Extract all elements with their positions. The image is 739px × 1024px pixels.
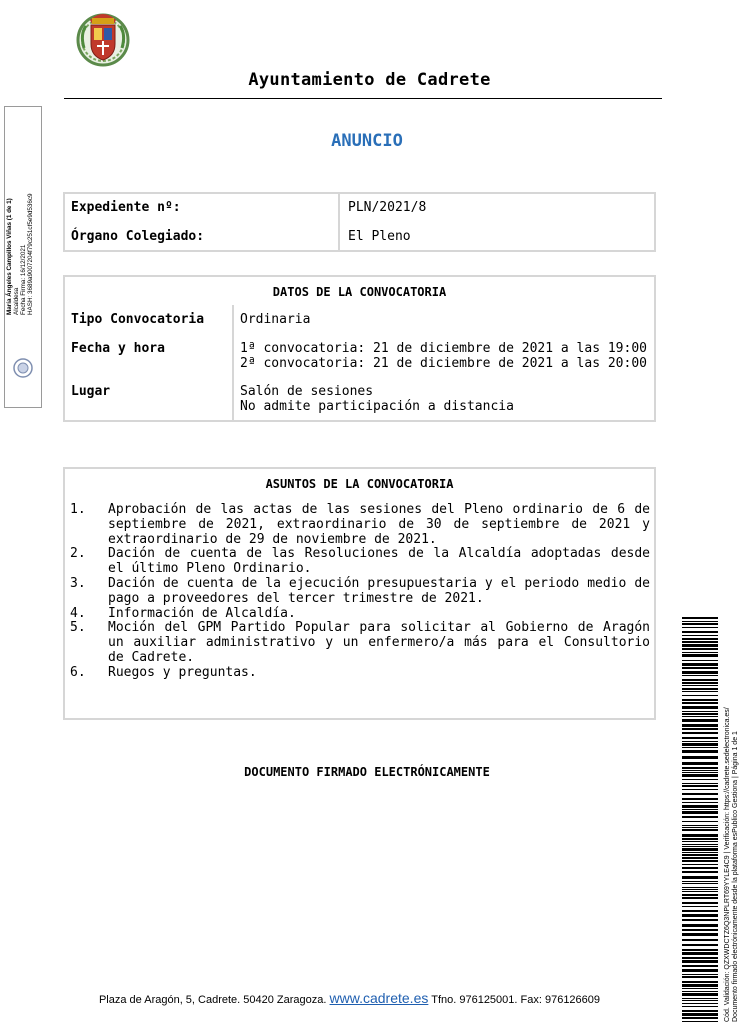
barcode-bar [682, 881, 718, 882]
barcode-bar [682, 894, 718, 896]
organo-value: El Pleno [348, 229, 411, 244]
barcode-bar [682, 706, 718, 709]
barcode-bar [682, 627, 718, 628]
lugar-remote-note: No admite participación a distancia [240, 399, 514, 414]
barcode-bar [682, 699, 718, 701]
barcode-bar [682, 691, 718, 692]
fecha-second-call: 2ª convocatoria: 21 de diciembre de 2021 a las 20:00 [240, 356, 647, 371]
barcode-bar [682, 1006, 718, 1007]
barcode-bar [682, 772, 718, 773]
barcode-bar [682, 816, 718, 818]
barcode-bar [682, 902, 718, 904]
barcode-bar [682, 852, 718, 853]
agenda-item-text: Dación de cuenta de las Resoluciones de la Alcaldía adoptadas desde el último Pleno Ordinario. [108, 546, 650, 577]
validation-code: Cód. Validación: QZXWDCTZ6Q3NPLRT69YYLE4C9 | Verificación: https://cadrete.sedelectronica.es/ [724, 707, 731, 1022]
barcode-bar [682, 750, 718, 753]
barcode-bar [682, 737, 718, 739]
organo-label: Órgano Colegiado: [71, 229, 205, 244]
barcode-bar [682, 834, 718, 837]
barcode-bar [682, 1010, 718, 1012]
barcode-bar [682, 789, 718, 790]
barcode-bar [682, 779, 718, 780]
header-title: Ayuntamiento de Cadrete [248, 70, 491, 90]
barcode-bar [682, 939, 718, 941]
coat-of-arms-logo [70, 4, 136, 70]
agenda-item-text: Moción del GPM Partido Popular para solicitar al Gobierno de Aragón un auxiliar administrativo y un enfermero/a más para el Consultorio de Cadrete. [108, 620, 650, 665]
seal-icon [12, 357, 34, 379]
agenda-list [70, 503, 650, 681]
barcode-bar [682, 638, 718, 640]
barcode-bar [682, 635, 718, 636]
barcode-bar [682, 844, 718, 845]
barcode-bar [682, 724, 718, 727]
expediente-label: Expediente nº: [71, 200, 181, 215]
barcode-bar [682, 719, 718, 722]
barcode-bar [682, 732, 718, 734]
barcode-bar [682, 984, 718, 987]
header-rule [64, 98, 662, 99]
barcode-bar [682, 671, 718, 674]
agenda-item-number: 3. [70, 575, 86, 591]
barcode-bar [682, 802, 718, 803]
barcode-bar [682, 841, 718, 842]
barcode-bar [682, 933, 718, 936]
barcode-bar [682, 743, 718, 746]
footer-address: Plaza de Aragón, 5, Cadrete. 50420 Zaragoza. [98, 994, 327, 1006]
datos-section-title: DATOS DE LA CONVOCATORIA [272, 285, 447, 299]
barcode-bar [682, 793, 718, 795]
agenda-item [70, 621, 650, 665]
agenda-item [70, 666, 650, 681]
barcode-bar [682, 762, 718, 765]
barcode-bar [682, 682, 718, 684]
barcode-bar [682, 741, 718, 742]
agenda-item-number: 5. [70, 620, 86, 636]
barcode-bar [682, 716, 718, 717]
barcode-bar [682, 767, 718, 769]
barcode-bar [682, 969, 718, 972]
barcode-bar [682, 929, 718, 931]
agenda-item-number: 4. [70, 605, 86, 621]
barcode-bar [682, 957, 718, 959]
barcode-bar [682, 914, 718, 917]
expediente-divider [338, 194, 340, 250]
agenda-item [70, 607, 650, 622]
signer-role: Alcaldesa [13, 287, 20, 315]
validation-text [724, 662, 739, 1022]
barcode-bar [682, 747, 718, 748]
barcode-bar [682, 887, 718, 888]
barcode-bar [682, 827, 718, 828]
barcode-bar [682, 876, 718, 879]
barcode-bar [682, 871, 718, 873]
barcode-bar [682, 897, 718, 899]
barcode-bar [682, 846, 718, 847]
signed-electronically-note: DOCUMENTO FIRMADO ELECTRÓNICAMENTE [244, 765, 490, 779]
barcode-bar [682, 889, 718, 890]
barcode-bar [682, 774, 718, 777]
barcode-bar [682, 798, 718, 800]
barcode-bar [682, 688, 718, 690]
footer-phones: Tfno. 976125001. Fax: 976126609 [431, 994, 601, 1006]
barcode-bar [682, 711, 718, 712]
barcode-bar [682, 965, 718, 967]
fecha-label: Fecha y hora [71, 341, 165, 356]
barcode-bar [682, 667, 718, 669]
datos-divider [232, 305, 234, 420]
barcode-bar [682, 685, 718, 686]
barcode-bar [682, 860, 718, 862]
barcode-bar [682, 988, 718, 989]
barcode-bar [682, 829, 718, 831]
document-type-title: ANUNCIO [331, 131, 403, 151]
validation-platform: Documento firmado electrónicamente desde la plataforma esPublico Gestiona | Página 1 de 1 [732, 731, 739, 1022]
barcode-bar [682, 924, 718, 927]
barcode-bar [682, 631, 718, 633]
barcode-bar [682, 756, 718, 759]
agenda-item-number: 6. [70, 664, 86, 680]
agenda-item-text: Dación de cuenta de la ejecución presupuestaria y el periodo medio de pago a proveedores del tercer trimestre de 2021. [108, 575, 650, 606]
signature-date: Fecha Firma: 16/12/2021 [20, 244, 27, 315]
signature-hash: HASH: 3689a9007204f79c251cf5e9d536c9 [27, 193, 34, 315]
barcode-bar [682, 854, 718, 856]
tipo-value: Ordinaria [240, 312, 311, 327]
barcode-bar [682, 644, 718, 647]
barcode-bar [682, 713, 718, 715]
barcode-bar [682, 770, 718, 771]
barcode-bar [682, 944, 718, 946]
barcode-bar [682, 679, 718, 681]
agenda-item-text: Aprobación de las actas de las sesiones del Pleno ordinario de 6 de septiembre de 2021, extraordinario de 30 de septiembre de 2021 y extraordinario de 29 de noviembre de 2021. [108, 502, 650, 547]
lugar-label: Lugar [71, 384, 111, 399]
barcode-bar [682, 960, 718, 963]
agenda-item [70, 547, 650, 577]
barcode-graphic [682, 617, 718, 1022]
agenda-item-number: 1. [70, 502, 86, 517]
asuntos-section-title: ASUNTOS DE LA CONVOCATORIA [265, 477, 454, 491]
barcode-bar [682, 981, 718, 983]
barcode-bar [682, 809, 718, 810]
barcode-bar [682, 654, 718, 657]
barcode-bar [682, 702, 718, 704]
barcode-bar [682, 883, 718, 884]
agenda-item-number: 2. [70, 546, 86, 562]
agenda-item-text: Información de Alcaldía. [108, 605, 296, 621]
barcode-bar [682, 949, 718, 951]
barcode-bar [682, 1017, 718, 1019]
barcode-bar [682, 648, 718, 650]
signature-stamp-text [6, 15, 36, 315]
barcode-bar [682, 805, 718, 808]
fecha-first-call: 1ª convocatoria: 21 de diciembre de 2021 a las 19:00 [240, 341, 647, 356]
barcode-bar [682, 695, 718, 696]
barcode-bar [682, 825, 718, 826]
barcode-bar [682, 783, 718, 784]
agenda-item [70, 577, 650, 607]
barcode-bar [682, 848, 718, 851]
barcode-bar [682, 617, 718, 619]
agenda-item [70, 503, 650, 547]
barcode-bar [682, 838, 718, 840]
lugar-value: Salón de sesiones [240, 384, 374, 399]
barcode-bar [682, 974, 718, 975]
barcode-bar [682, 821, 718, 822]
barcode-bar [682, 976, 718, 978]
barcode-bar [682, 652, 718, 653]
barcode-bar [682, 1021, 718, 1022]
barcode-bar [682, 811, 718, 814]
barcode-bar [682, 952, 718, 955]
footer-website-link[interactable]: www.cadrete.es [329, 990, 429, 1006]
barcode-bar [682, 891, 718, 892]
barcode-bar [682, 1013, 718, 1016]
barcode-bar [682, 675, 718, 676]
barcode-bar [682, 857, 718, 859]
barcode-bar [682, 623, 718, 625]
barcode-bar [682, 919, 718, 921]
barcode-bar [682, 910, 718, 912]
agenda-item-text: Ruegos y preguntas. [108, 664, 257, 680]
barcode-bar [682, 864, 718, 865]
barcode-bar [682, 641, 718, 643]
footer [0, 990, 699, 1006]
barcode-bar [682, 785, 718, 787]
expediente-value: PLN/2021/8 [348, 200, 427, 215]
barcode-bar [682, 867, 718, 869]
barcode-bar [682, 663, 718, 666]
barcode-bar [682, 660, 718, 661]
barcode-bar [682, 621, 718, 622]
signer-name: María Ángeles Campillos Viñas (1 de 1) [6, 198, 13, 315]
tipo-label: Tipo Convocatoria [71, 312, 205, 327]
barcode-bar [682, 906, 718, 907]
barcode-bar [682, 728, 718, 730]
